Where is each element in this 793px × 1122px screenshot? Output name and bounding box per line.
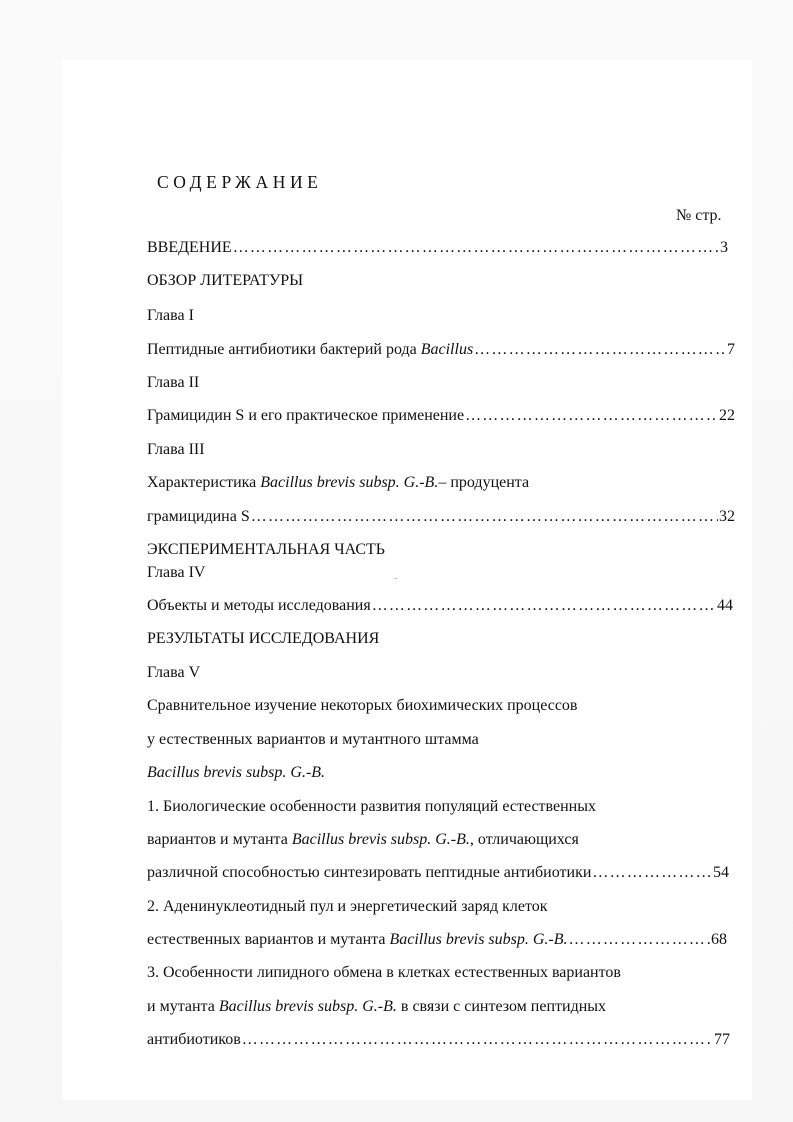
toc-entry-ch4[interactable] <box>147 596 733 616</box>
dot-leader <box>233 238 719 258</box>
latin-name: Bacillus brevis subsp. G.-B. <box>291 831 470 848</box>
toc-entry-section-1[interactable] <box>147 863 729 883</box>
dot-leader <box>474 340 726 360</box>
section-3-line2[interactable]: и мутанта Bacillus brevis subsp. G.-B. в связи с синтезом пептидных <box>147 998 607 1015</box>
toc-entry-ch2[interactable] <box>147 406 735 426</box>
toc-title: СОДЕРЖАНИЕ <box>157 172 323 192</box>
latin-name: Bacillus brevis subsp. G.-B. <box>389 931 568 948</box>
toc-page-number: 32 <box>719 508 735 525</box>
toc-entry-section-3[interactable] <box>147 1030 730 1050</box>
latin-name: Bacillus brevis subsp. G.-B. <box>147 764 326 781</box>
chapter-5-title-line3 <box>147 763 325 783</box>
latin-name: Bacillus <box>420 341 474 358</box>
section-2-line1[interactable]: 2. Аденинуклеотидный пул и энергетический заряд клеток <box>147 898 548 915</box>
toc-page-number: 54 <box>713 864 729 881</box>
chapter-5-title-line2: у естественных вариантов и мутантного штамма <box>147 731 479 748</box>
chapter-label-5: Глава V <box>147 664 201 681</box>
chapter-label-3: Глава III <box>147 441 205 458</box>
toc-page-number: 44 <box>717 597 733 614</box>
dot-leader <box>465 406 718 426</box>
dot-leader <box>372 596 716 616</box>
dot-leader <box>569 930 710 950</box>
chapter-label-4: Глава IV <box>147 564 206 581</box>
section-heading-review: ОБЗОР ЛИТЕРАТУРЫ <box>147 272 304 289</box>
latin-name: Bacillus brevis subsp. G.-B. <box>218 998 397 1015</box>
toc-entry-text: Пептидные антибиотики бактерий рода Bacillus <box>147 341 474 358</box>
section-3-line1[interactable]: 3. Особенности липидного обмена в клетках естественных вариантов <box>147 964 621 981</box>
chapter-label-1: Глава I <box>147 307 194 324</box>
toc-entry-ch3[interactable] <box>147 507 735 527</box>
dot-leader <box>251 507 718 527</box>
toc-entry-text: различной способностью синтезировать пептидные антибиотики <box>147 864 592 881</box>
toc-entry-ch3-line1[interactable]: Характеристика Bacillus brevis subsp. G.-B.– продуцента <box>147 474 530 491</box>
latin-name: Bacillus brevis subsp. G.-B. <box>260 474 439 491</box>
toc-entry-intro[interactable] <box>147 238 728 258</box>
chapter-5-title-line1: Сравнительное изучение некоторых биохимических процессов <box>147 697 578 714</box>
toc-entry-text: Грамицидин S и его практическое применение <box>147 407 465 424</box>
chapter-label-2: Глава II <box>147 374 200 391</box>
toc-entry-section-2[interactable] <box>147 930 727 950</box>
toc-entry-text: естественных вариантов и мутанта Bacillus brevis subsp. G.-B. <box>147 931 568 948</box>
page-number-header: № стр. <box>676 207 722 224</box>
dot-leader <box>242 1030 713 1050</box>
section-heading-experimental: ЭКСПЕРИМЕНТАЛЬНАЯ ЧАСТЬ <box>147 541 385 558</box>
toc-entry-ch1[interactable] <box>147 340 735 360</box>
toc-page-number: 77 <box>714 1031 730 1048</box>
toc-page-number: 68 <box>711 931 727 948</box>
toc-page-number: 22 <box>719 407 735 424</box>
toc-entry-text: антибиотиков <box>147 1031 241 1048</box>
section-1-line1[interactable]: 1. Биологические особенности развития популяций естественных <box>147 798 596 815</box>
toc-page-number: 3 <box>720 239 728 256</box>
toc-page-number: 7 <box>727 341 735 358</box>
toc-entry-text: грамицидина S <box>147 508 250 525</box>
toc-entry-text: ВВЕДЕНИЕ <box>147 239 232 256</box>
section-heading-results: РЕЗУЛЬТАТЫ ИССЛЕДОВАНИЯ <box>147 630 380 647</box>
toc-entry-text: Объекты и методы исследования <box>147 597 371 614</box>
dot-leader <box>592 863 712 883</box>
section-1-line2[interactable]: вариантов и мутанта Bacillus brevis subsp. G.-B., отличающихся <box>147 831 579 848</box>
scan-speck <box>394 578 397 579</box>
